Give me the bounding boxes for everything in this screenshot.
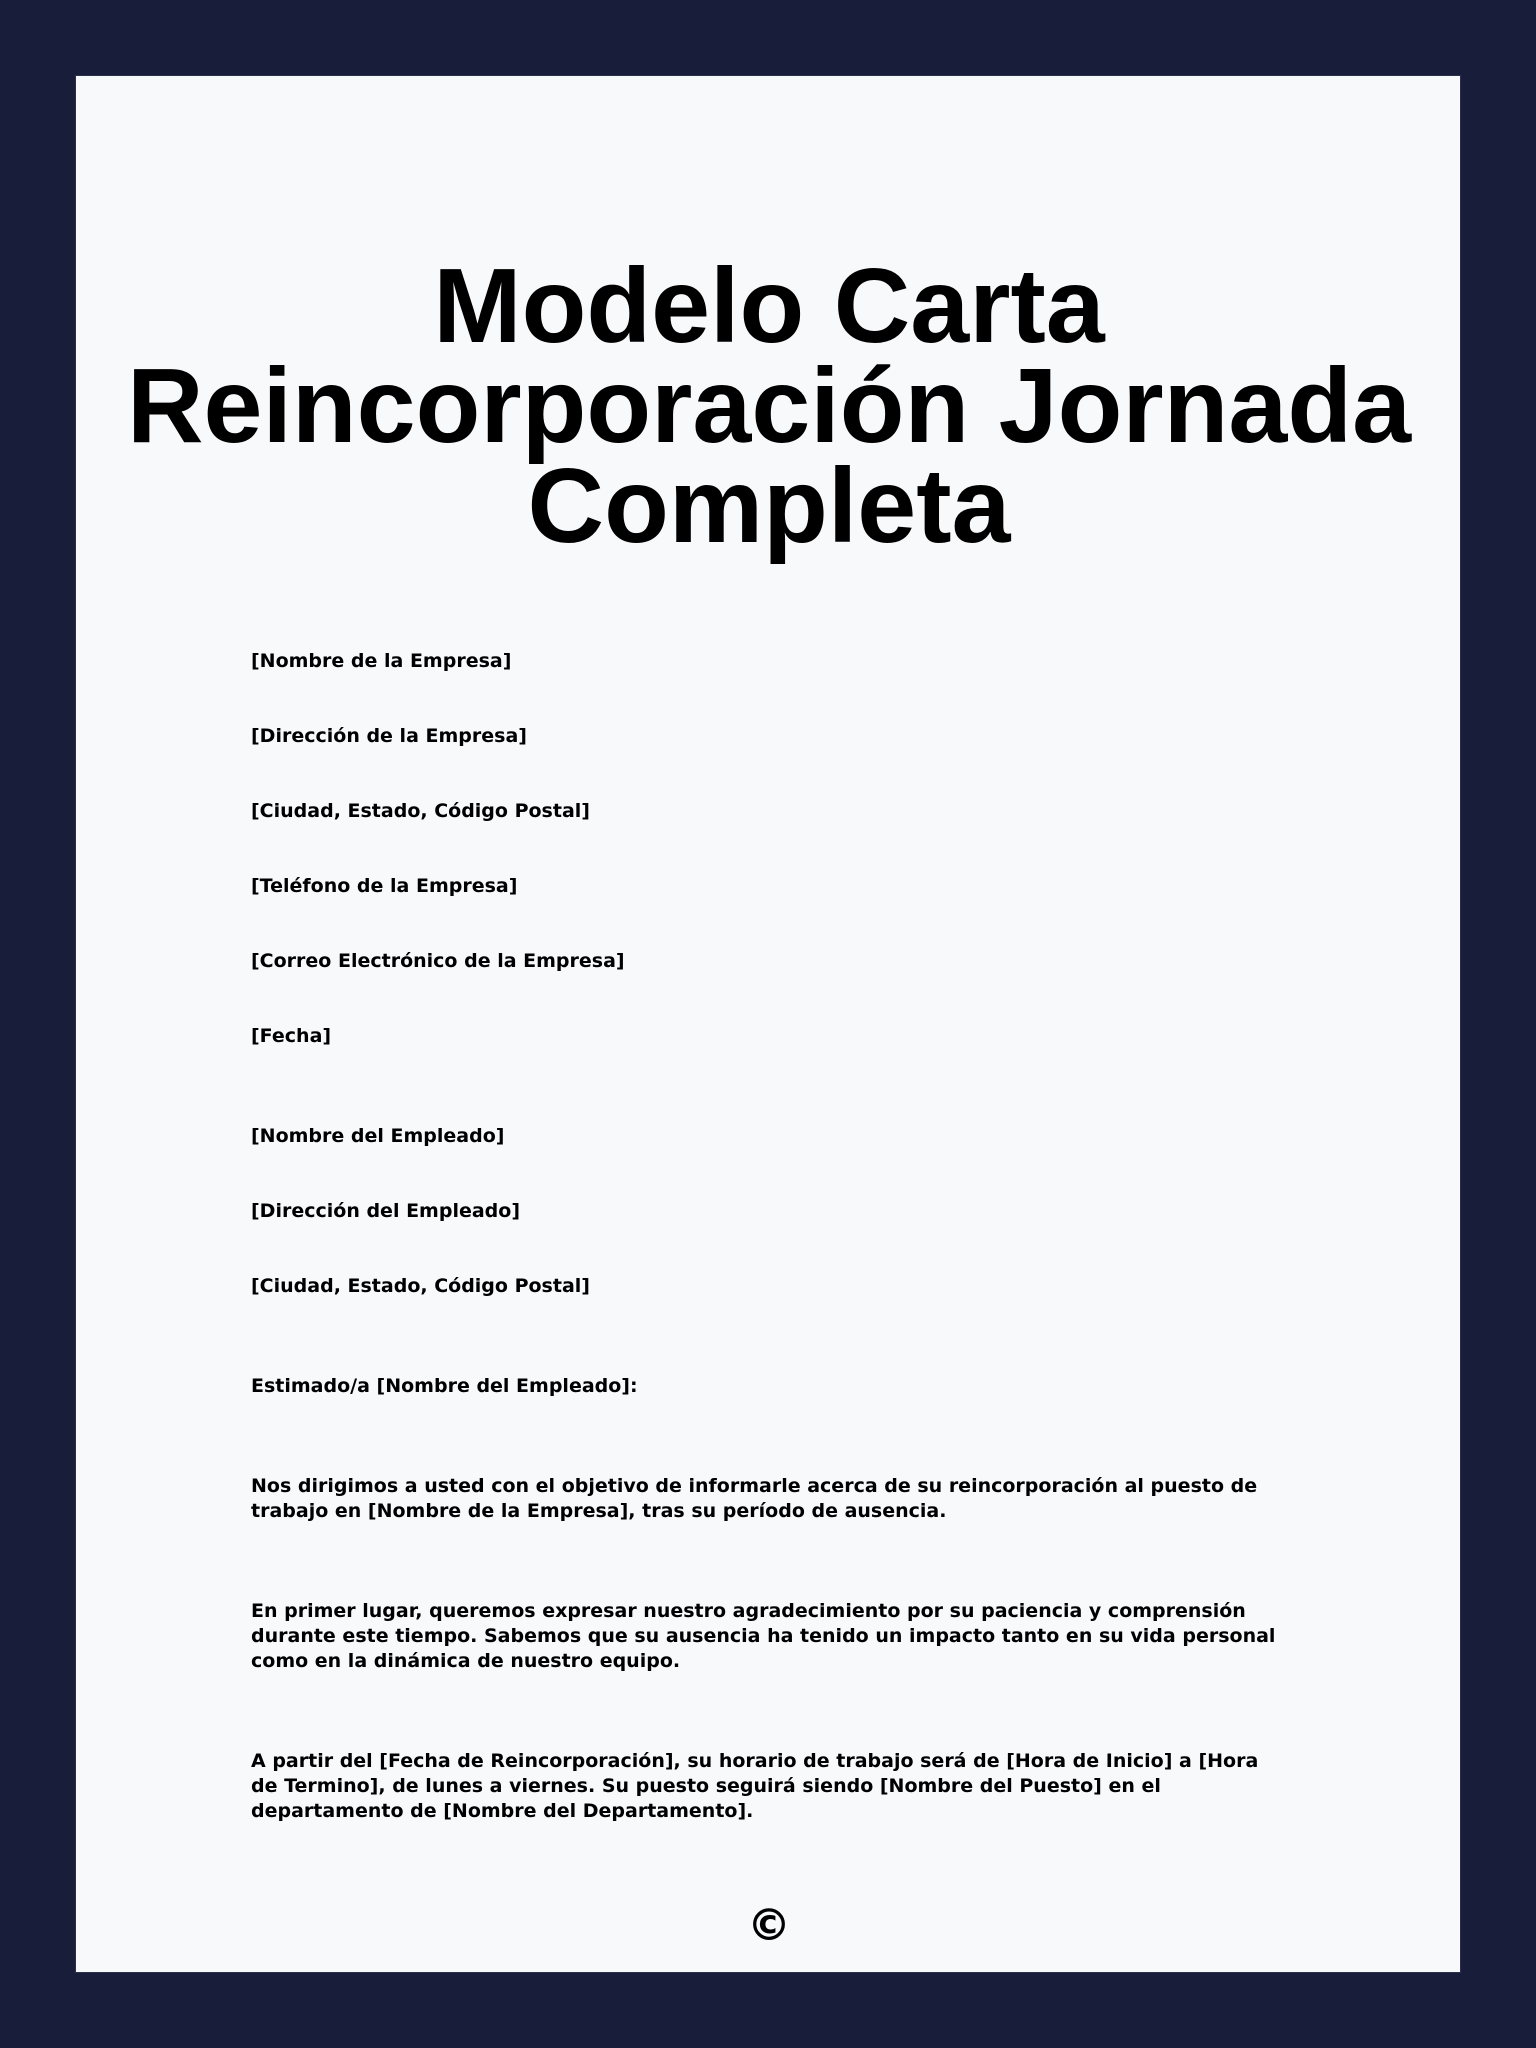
employee-address: [Dirección del Empleado] (251, 1200, 521, 1222)
paragraph-2: En primer lugar, queremos expresar nuestro agradecimiento por su paciencia y comprensión durante este tiempo. Sabemos que su ausencia ha tenido un impacto tanto en su vida personal como en la dinámica de nuestro equipo. (251, 1600, 1276, 1672)
company-address: [Dirección de la Empresa] (251, 725, 527, 747)
document-page (75, 75, 1461, 1973)
company-name: [Nombre de la Empresa] (251, 650, 512, 672)
paragraph-3: A partir del [Fecha de Reincorporación], su horario de trabajo será de [Hora de Inicio] a [Hora de Termino], de lunes a viernes. Su puesto seguirá siendo [Nombre del Puesto] en el departamento de [Nombre del Departamento]. (251, 1750, 1259, 1822)
employee-name: [Nombre del Empleado] (251, 1125, 505, 1147)
copyright-icon: © (747, 1900, 791, 1951)
paragraph-1: Nos dirigimos a usted con el objetivo de informarle acerca de su reincorporación al puesto de trabajo en [Nombre de la Empresa], tras su período de ausencia. (251, 1475, 1258, 1522)
document-title: Modelo Carta Reincorporación Jornada Completa (126, 247, 1412, 565)
company-phone: [Teléfono de la Empresa] (251, 875, 518, 897)
company-city: [Ciudad, Estado, Código Postal] (251, 800, 590, 822)
company-email: [Correo Electrónico de la Empresa] (251, 950, 625, 972)
greeting: Estimado/a [Nombre del Empleado]: (251, 1375, 638, 1397)
employee-city: [Ciudad, Estado, Código Postal] (251, 1275, 590, 1297)
letter-date: [Fecha] (251, 1025, 332, 1047)
